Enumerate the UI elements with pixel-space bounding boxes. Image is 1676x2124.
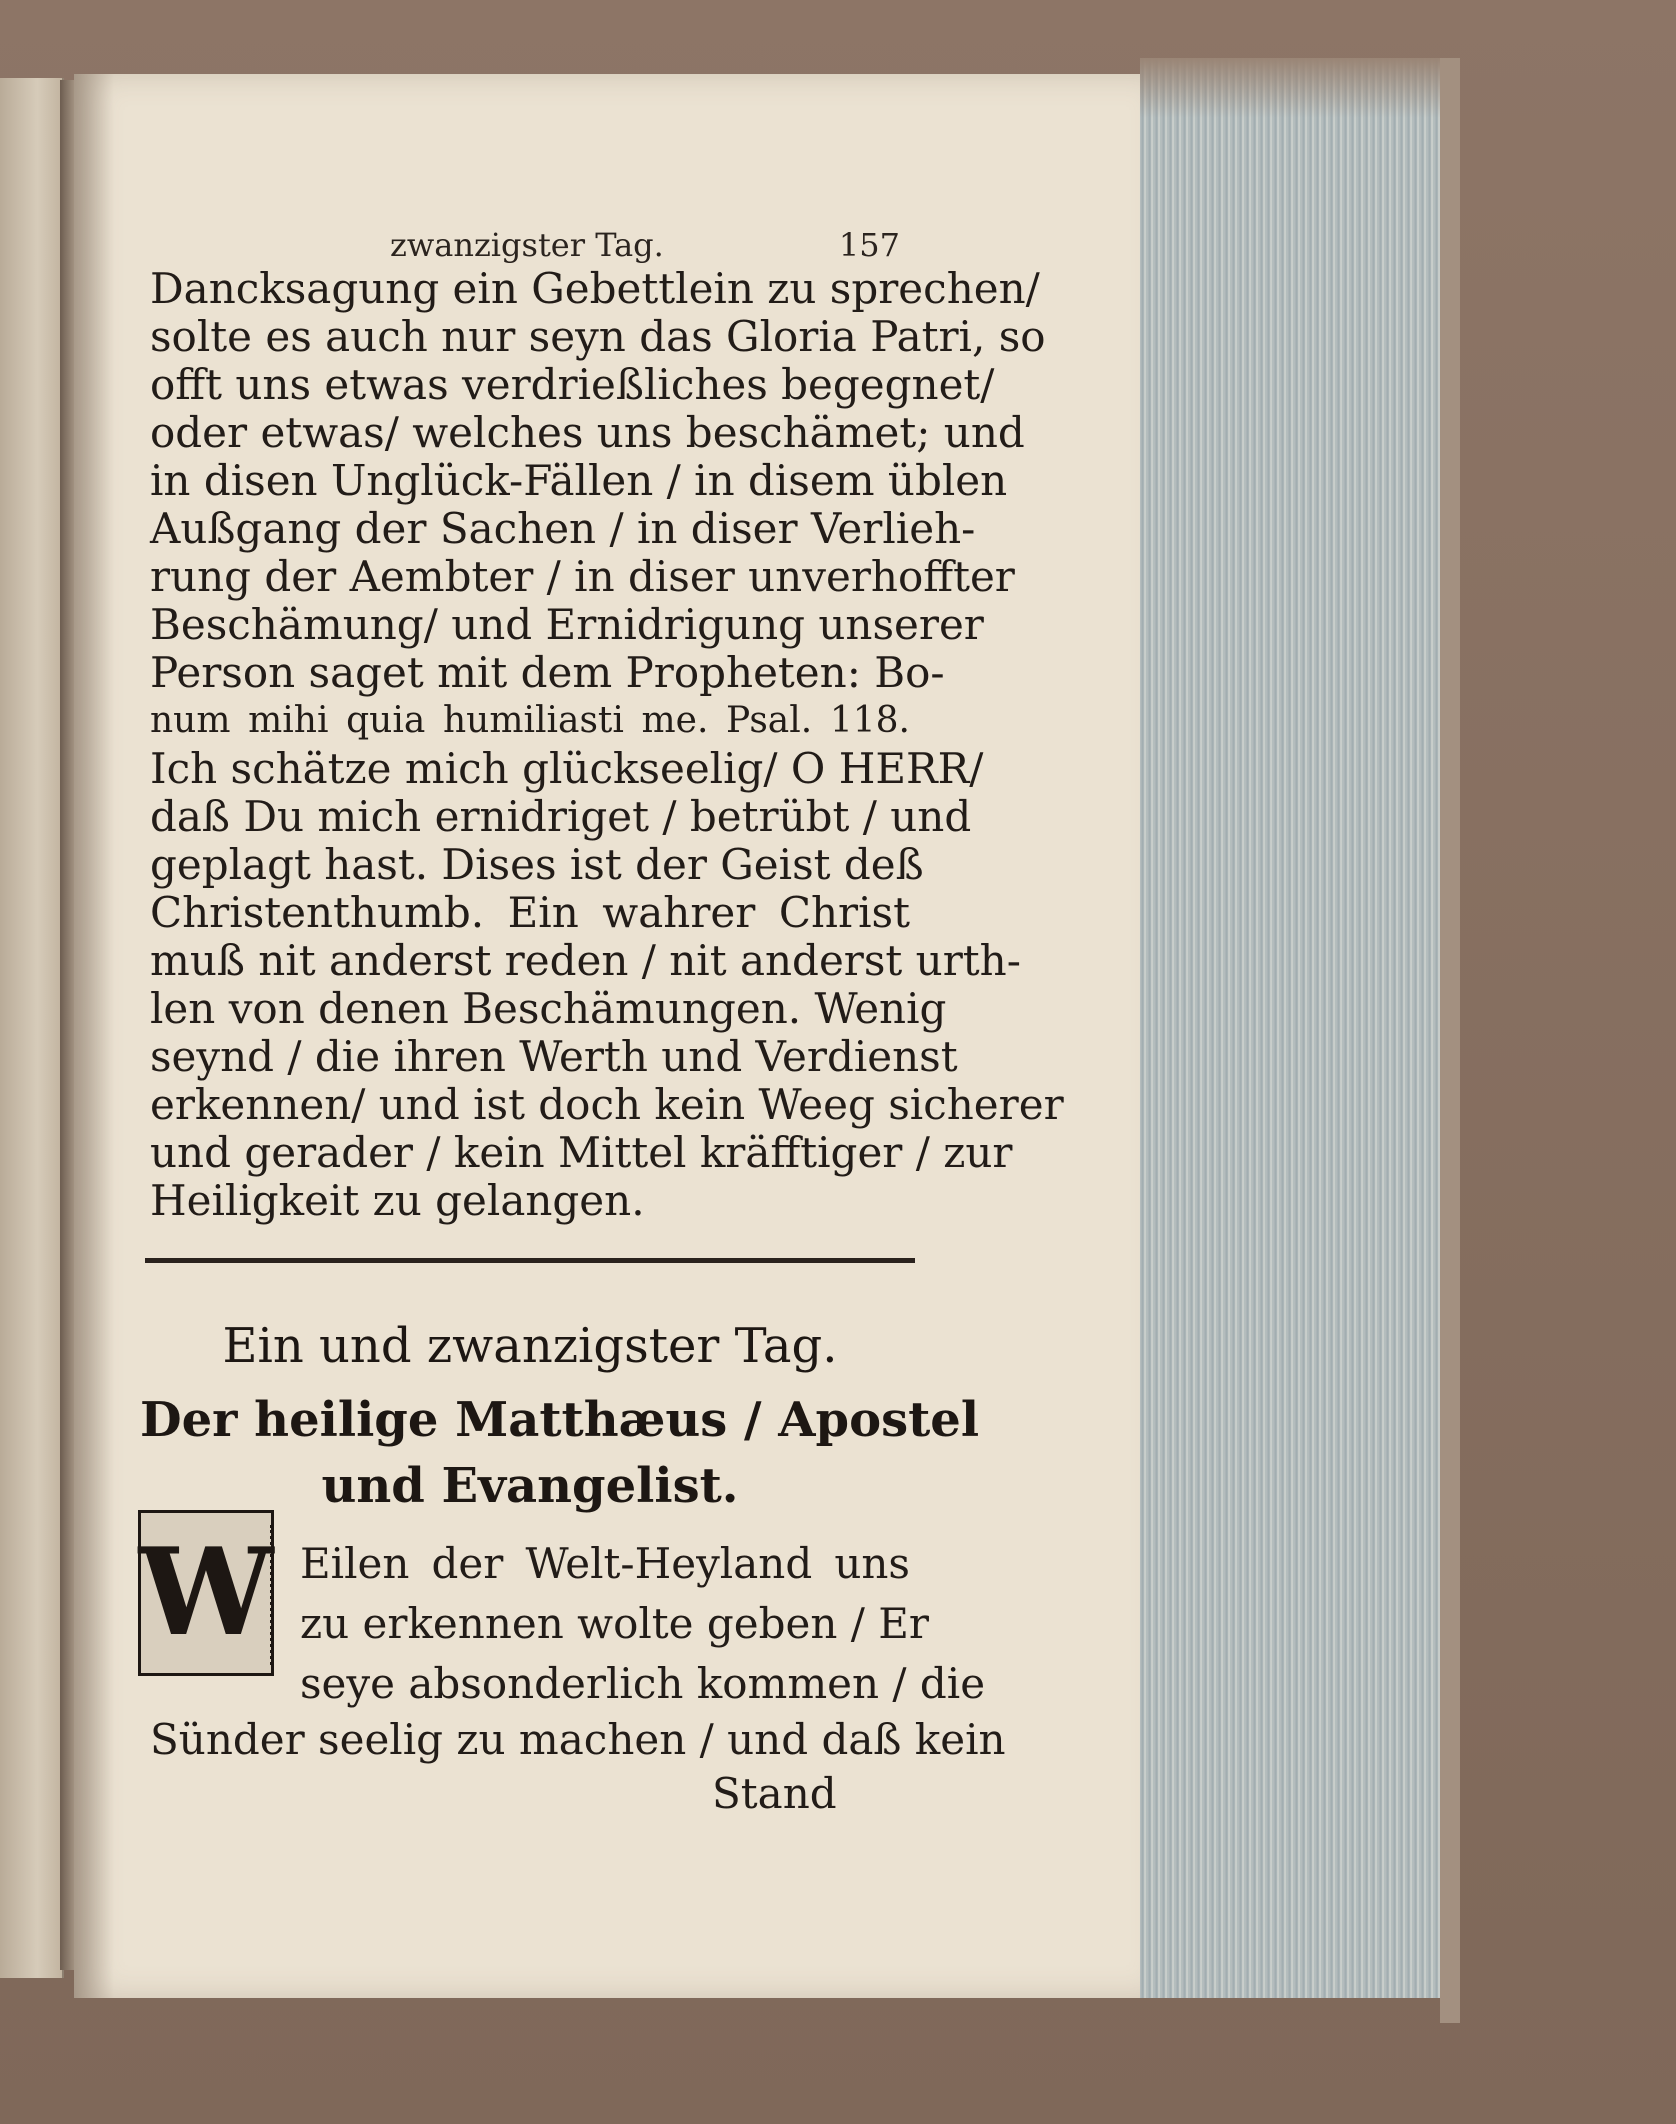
text-line: Außgang der Sachen / in diser Verlieh- [150,504,976,553]
text-line: Christenthumb. Ein wahrer Christ [150,888,910,937]
section-text-line: zu erkennen wolte geben / Er [300,1599,929,1648]
page-shadow [74,74,114,1998]
text-line-last: Heiligkeit zu gelangen. [150,1176,645,1225]
text-line: geplagt hast. Dises ist der Geist deß [150,840,924,889]
text-line-latin: num mihi quia humiliasti me. Psal. 118. [150,700,910,741]
section-heading-subtitle: und Evangelist. [321,1458,739,1514]
text-line: offt uns etwas verdrießliches begegnet/ [150,360,995,409]
running-header [380,225,900,265]
text-line: oder etwas/ welches uns beschämet; und [150,408,1025,457]
text-line: solte es auch nur seyn das Gloria Patri, so [150,312,1046,361]
text-line: Person saget mit dem Propheten: Bo- [150,648,945,697]
text-line: seynd / die ihren Werth und Verdienst [150,1032,958,1081]
section-rule [145,1258,915,1263]
page-edges [1140,58,1456,1998]
running-title: zwanzigster Tag. [390,226,664,264]
drop-cap-ornament [270,1525,293,1665]
text-line: in disen Unglück-Fällen / in disem üblen [150,456,1008,505]
section-text-line: Eilen der Welt-Heyland uns [300,1539,910,1588]
section-text-line: Sünder seelig zu machen / und daß kein [150,1715,1006,1764]
catchword: Stand [712,1769,837,1818]
left-page-edge [0,78,64,1978]
text-line: daß Du mich ernidriget / betrübt / und [150,792,972,841]
text-line: Beschämung/ und Ernidrigung unserer [150,600,984,649]
drop-cap-initial [138,1510,274,1676]
text-line: erkennen/ und ist doch kein Weeg sicherer [150,1080,1064,1129]
section-heading-saint: Der heilige Matthæus / Apostel [140,1392,980,1448]
section-heading-day: Ein und zwanzigster Tag. [222,1318,838,1374]
text-line: Dancksagung ein Gebettlein zu sprechen/ [150,264,1040,313]
text-line: rung der Aembter / in diser unverhoffter [150,552,1015,601]
page-number: 157 [838,226,900,264]
text-line: und gerader / kein Mittel kräfftiger / zur [150,1128,1013,1177]
drop-cap-letter: W [138,1522,274,1663]
text-line: muß nit anderst reden / nit anderst urth- [150,936,1021,985]
text-line: Ich schätze mich glückseelig/ O HERR/ [150,744,984,793]
book-cover [1440,58,1460,2023]
section-text-line: seye absonderlich kommen / die [300,1659,986,1708]
text-line: len von denen Beschämungen. Wenig [150,984,947,1033]
